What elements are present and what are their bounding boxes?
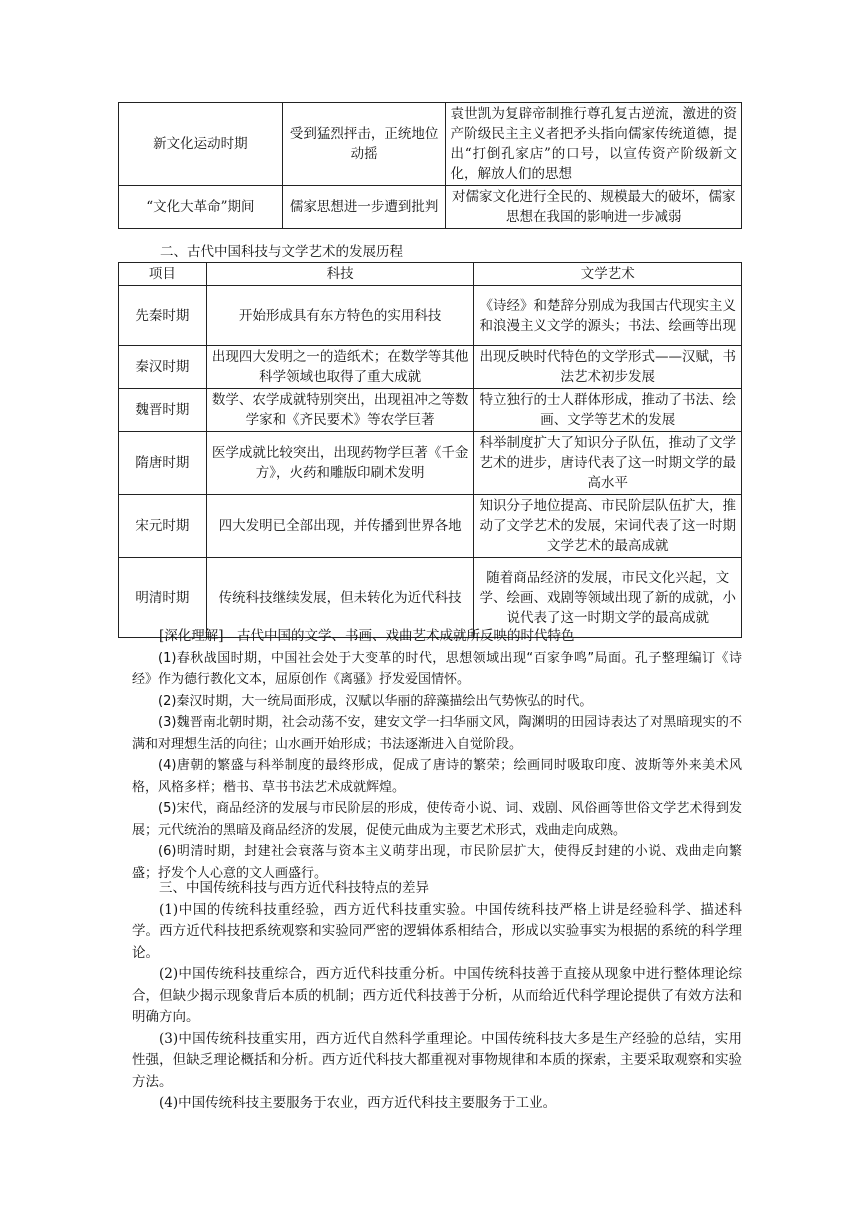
column-header: 文学艺术 <box>474 263 742 286</box>
period-cell: 明清时期 <box>119 558 207 638</box>
table-row <box>119 186 742 229</box>
table-row <box>119 286 742 346</box>
deep-understanding-heading <box>132 626 742 648</box>
paragraph: (1)春秋战国时期，中国社会处于大变革的时代，思想领域出现“百家争鸣”局面。孔子整理编订《诗经》作为德行教化文本，屈原创作《离骚》抒发爱国情怀。 <box>132 650 742 687</box>
section-heading: 三、中国传统科技与西方近代科技特点的差异 <box>159 880 429 896</box>
period-cell: 秦汉时期 <box>119 346 207 389</box>
arts-cell: 科举制度扩大了知识分子队伍，推动了文学艺术的进步，唐诗代表了这一时期文学的最高水平 <box>474 432 742 495</box>
period-cell: 隋唐时期 <box>119 432 207 495</box>
paragraph: (4)唐朝的繁盛与科举制度的最终形成，促成了唐诗的繁荣；绘画同时吸取印度、波斯等外来美术风格，风格多样；楷书、草书书法艺术成就辉煌。 <box>132 758 742 795</box>
table-header-row <box>119 263 742 286</box>
status-cell: 儒家思想进一步遭到批判 <box>282 186 446 229</box>
arts-cell: 随着商品经济的发展，市民文化兴起，文学、绘画、戏剧等领域出现了新的成就，小说代表了这一时期文学的最高成就 <box>474 558 742 638</box>
column-header: 项目 <box>119 263 207 286</box>
science-arts-table <box>118 262 742 638</box>
section-heading: 二、古代中国科技与文学艺术的发展历程 <box>160 244 403 260</box>
arts-cell: 特立独行的士人群体形成，推动了书法、绘画、文学等艺术的发展 <box>474 389 742 432</box>
arts-cell: 《诗经》和楚辞分别成为我国古代现实主义和浪漫主义文学的源头；书法、绘画等出现 <box>474 286 742 346</box>
tech-cell: 出现四大发明之一的造纸术；在数学等其他科学领域也取得了重大成就 <box>206 346 474 389</box>
tech-cell: 开始形成具有东方特色的实用科技 <box>206 286 474 346</box>
period-cell: 魏晋时期 <box>119 389 207 432</box>
paragraph: (3)魏晋南北朝时期，社会动荡不安，建安文学一扫华丽文风，陶渊明的田园诗表达了对黑暗现实的不满和对理想生活的向往；山水画开始形成；书法逐渐进入自觉阶段。 <box>132 715 742 752</box>
period-cell: “文化大革命”期间 <box>119 186 283 229</box>
paragraph: (4)中国传统科技主要服务于农业，西方近代科技主要服务于工业。 <box>159 1095 557 1111</box>
table-row <box>119 389 742 432</box>
arts-cell: 知识分子地位提高、市民阶层队伍扩大，推动了文学艺术的发展，宋词代表了这一时期文学艺术的最高成就 <box>474 495 742 558</box>
paragraph: (3)中国传统科技重实用，西方近代自然科学重理论。中国传统科技大多是生产经验的总结，实用性强，但缺乏理论概括和分析。西方近代科技大都重视对事物规律和本质的探索，主要采取观察和实验方法。 <box>132 1030 742 1090</box>
period-cell: 宋元时期 <box>119 495 207 558</box>
deep-understanding-title: 古代中国的文学、书画、戏曲艺术成就所反映的时代特色 <box>237 628 575 644</box>
paragraph: (5)宋代，商品经济的发展与市民阶层的形成，使传奇小说、词、戏剧、风俗画等世俗文学艺术得到发展；元代统治的黑暗及商品经济的发展，促使元曲成为主要艺术形式，戏曲走向成熟。 <box>132 801 742 838</box>
deep-understanding-section <box>132 626 742 884</box>
description-cell: 袁世凯为复辟帝制推行尊孔复古逆流，激进的资产阶级民主主义者把矛头指向儒家传统道德，提出“打倒孔家店”的口号，以宣传资产阶级新文化，解放人们的思想 <box>446 103 742 186</box>
status-cell: 受到猛烈抨击，正统地位动摇 <box>282 103 446 186</box>
table-row <box>119 103 742 186</box>
tech-cell: 传统科技继续发展，但未转化为近代科技 <box>206 558 474 638</box>
paragraph: (1)中国的传统科技重经验，西方近代科技重实验。中国传统科技严格上讲是经验科学、描述科学。西方近代科技把系统观察和实验同严密的逻辑体系相结合，形成以实验事实为根据的系统的科学理论。 <box>132 901 742 961</box>
confucianism-table <box>118 102 742 229</box>
paragraph: (2)秦汉时期，大一统局面形成，汉赋以华丽的辞藻描绘出气势恢弘的时代。 <box>158 693 593 709</box>
section3 <box>132 878 742 1115</box>
period-cell: 新文化运动时期 <box>119 103 283 186</box>
deep-understanding-tag: [深化理解] <box>159 628 224 644</box>
period-cell: 先秦时期 <box>119 286 207 346</box>
column-header: 科技 <box>206 263 474 286</box>
tech-cell: 数学、农学成就特别突出，出现祖冲之等数学家和《齐民要术》等农学巨著 <box>206 389 474 432</box>
tech-cell: 医学成就比较突出，出现药物学巨著《千金方》，火药和雕版印刷术发明 <box>206 432 474 495</box>
paragraph: (6)明清时期，封建社会衰落与资本主义萌芽出现，市民阶层扩大，使得反封建的小说、戏曲走向繁盛；抒发个人心意的文人画盛行。 <box>132 844 742 881</box>
table-row <box>119 346 742 389</box>
table-row <box>119 495 742 558</box>
paragraph: (2)中国传统科技重综合，西方近代科技重分析。中国传统科技善于直接从现象中进行整体理论综合，但缺少揭示现象背后本质的机制；西方近代科技善于分析，从而给近代科学理论提供了有效方法和明确方向。 <box>132 966 742 1025</box>
arts-cell: 出现反映时代特色的文学形式——汉赋，书法艺术初步发展 <box>474 346 742 389</box>
table-row <box>119 432 742 495</box>
tech-cell: 四大发明已全部出现，并传播到世界各地 <box>206 495 474 558</box>
description-cell: 对儒家文化进行全民的、规模最大的破坏，儒家思想在我国的影响进一步减弱 <box>446 186 742 229</box>
